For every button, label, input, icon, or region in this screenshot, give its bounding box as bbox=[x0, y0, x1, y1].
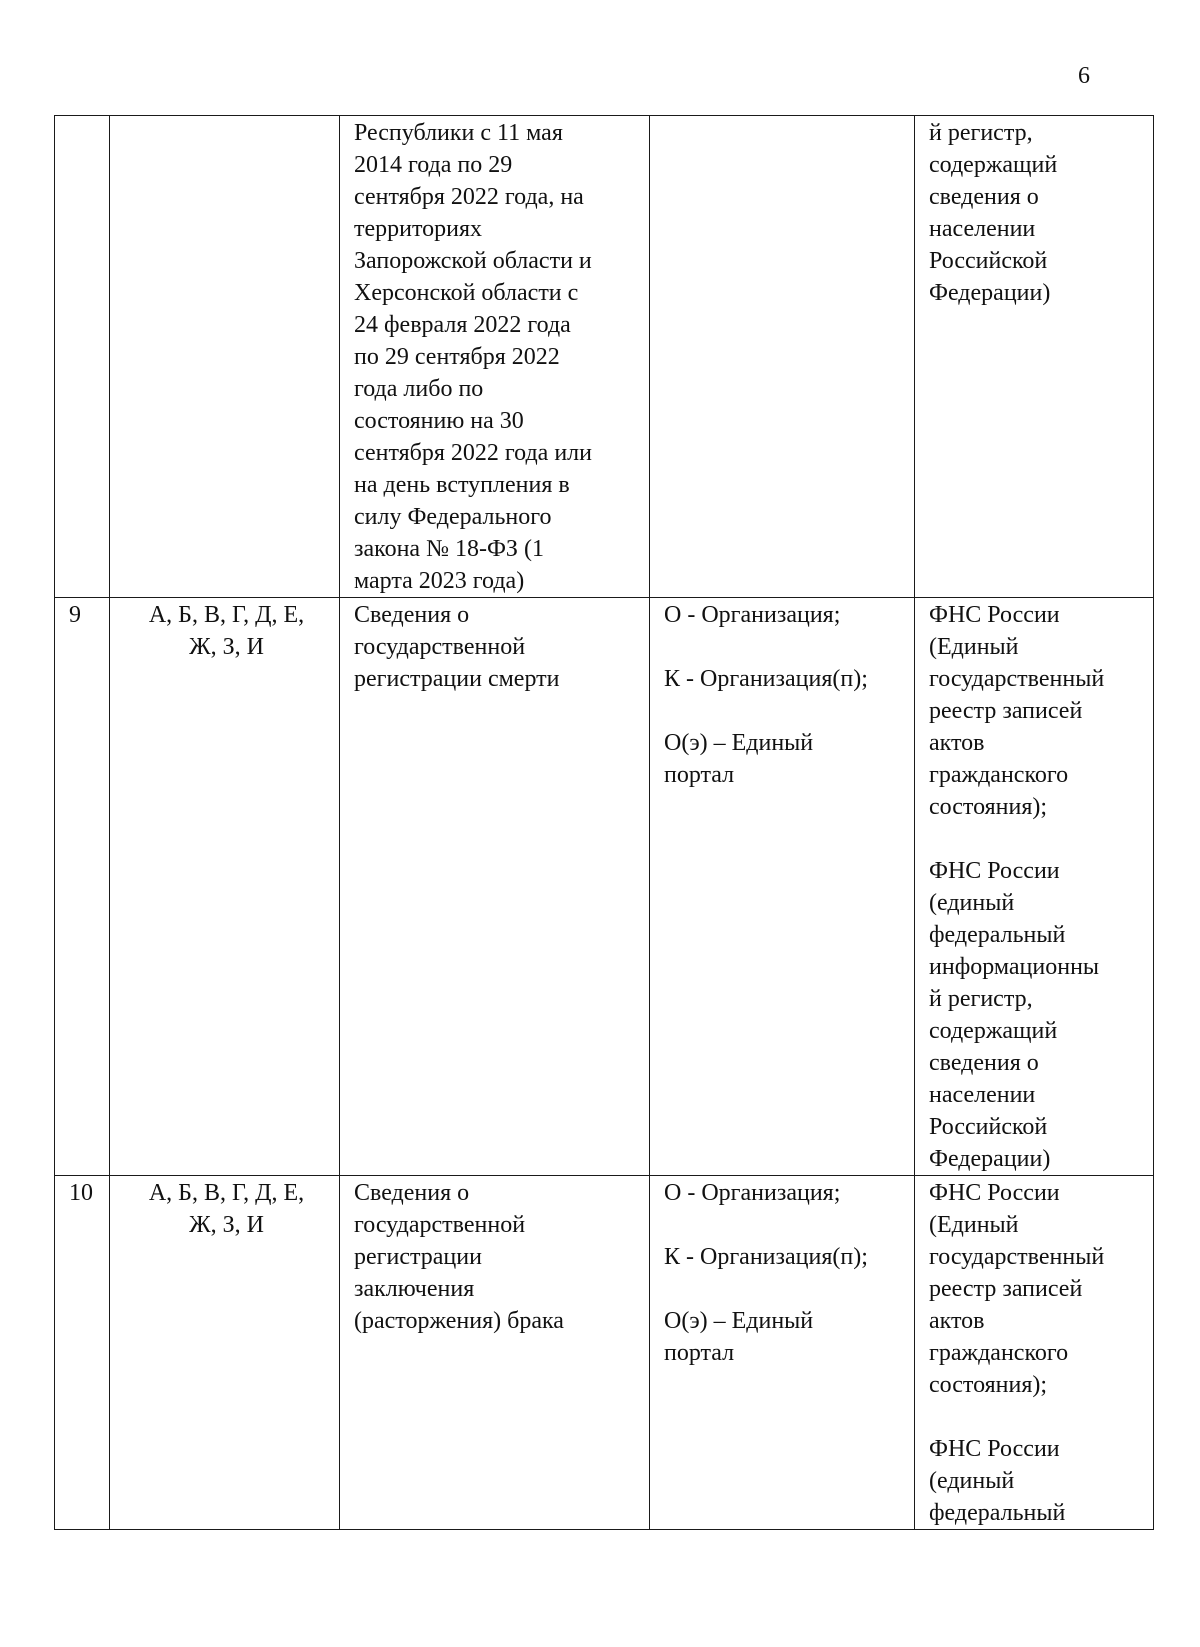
row-number-cell bbox=[55, 1176, 110, 1530]
text-line: портал bbox=[664, 762, 735, 788]
text-line: реестр записей bbox=[929, 698, 1083, 724]
categories-cell bbox=[110, 598, 340, 1176]
description-cell bbox=[340, 116, 650, 598]
text-line: информационны bbox=[929, 954, 1100, 980]
sources-cell bbox=[650, 598, 915, 1176]
text-line: ФНС России bbox=[929, 602, 1060, 628]
text-line: О - Организация; bbox=[664, 1180, 841, 1206]
text-line: сентября 2022 года, на bbox=[354, 184, 584, 210]
text-line: территориях bbox=[354, 216, 483, 242]
text-line: (Единый bbox=[929, 634, 1019, 660]
sources-cell bbox=[650, 1176, 915, 1530]
text-line: Республики с 11 мая bbox=[354, 120, 563, 146]
text-line: состояния); bbox=[929, 1372, 1048, 1398]
text-line: сентября 2022 года или bbox=[354, 440, 592, 466]
blank-line bbox=[664, 1209, 904, 1241]
text-line: силу Федерального bbox=[354, 504, 552, 530]
text-line: содержащий bbox=[929, 152, 1058, 178]
text-line: федеральный bbox=[929, 1500, 1066, 1526]
blank-line bbox=[69, 117, 99, 149]
page-number: 6 bbox=[1078, 63, 1090, 89]
text-line: населении bbox=[929, 216, 1036, 242]
text-line: федеральный bbox=[929, 922, 1066, 948]
text-line: государственной bbox=[354, 634, 526, 660]
text-line: К - Организация(п); bbox=[664, 666, 868, 692]
sources-cell bbox=[650, 116, 915, 598]
text-line: заключения bbox=[354, 1276, 475, 1302]
text-line: (единый bbox=[929, 890, 1015, 916]
text-line: портал bbox=[664, 1340, 735, 1366]
blank-line bbox=[929, 1401, 1143, 1433]
text-line: Российской bbox=[929, 1114, 1048, 1140]
blank-line bbox=[664, 695, 904, 727]
text-line: й регистр, bbox=[929, 120, 1033, 146]
text-line: О - Организация; bbox=[664, 602, 841, 628]
text-line: Херсонской области с bbox=[354, 280, 579, 306]
description-cell bbox=[340, 598, 650, 1176]
text-line: О(э) – Единый bbox=[664, 1308, 814, 1334]
blank-line bbox=[664, 631, 904, 663]
text-line: гражданского bbox=[929, 762, 1069, 788]
text-line: года либо по bbox=[354, 376, 484, 402]
text-line: сведения о bbox=[929, 184, 1039, 210]
text-line: К - Организация(п); bbox=[664, 1244, 868, 1270]
description-cell bbox=[340, 1176, 650, 1530]
text-line: по 29 сентября 2022 bbox=[354, 344, 560, 370]
text-line: состояния); bbox=[929, 794, 1048, 820]
text-line: государственной bbox=[354, 1212, 526, 1238]
text-line: государственный bbox=[929, 666, 1105, 692]
text-line: регистрации смерти bbox=[354, 666, 560, 692]
text-line: населении bbox=[929, 1082, 1036, 1108]
text-line: (Единый bbox=[929, 1212, 1019, 1238]
text-line: актов bbox=[929, 730, 985, 756]
registry-cell bbox=[915, 598, 1154, 1176]
text-line: Запорожской области и bbox=[354, 248, 592, 274]
text-line: 9 bbox=[69, 602, 81, 628]
registry-cell bbox=[915, 116, 1154, 598]
text-line: регистрации bbox=[354, 1244, 482, 1270]
text-line: ФНС России bbox=[929, 1180, 1060, 1206]
text-line: Сведения о bbox=[354, 602, 470, 628]
text-line: й регистр, bbox=[929, 986, 1033, 1012]
text-line: реестр записей bbox=[929, 1276, 1083, 1302]
row-number-cell bbox=[55, 598, 110, 1176]
text-line: актов bbox=[929, 1308, 985, 1334]
text-line: ФНС России bbox=[929, 1436, 1060, 1462]
text-line: на день вступления в bbox=[354, 472, 570, 498]
text-line: государственный bbox=[929, 1244, 1105, 1270]
text-line: Федерации) bbox=[929, 1146, 1051, 1172]
text-line: марта 2023 года) bbox=[354, 568, 525, 594]
document-table bbox=[54, 115, 1154, 1530]
text-line: ФНС России bbox=[929, 858, 1060, 884]
table-row bbox=[55, 1176, 1154, 1530]
text-line: Сведения о bbox=[354, 1180, 470, 1206]
text-line: А, Б, В, Г, Д, Е, bbox=[148, 1180, 305, 1206]
text-line: Федерации) bbox=[929, 280, 1051, 306]
registry-cell bbox=[915, 1176, 1154, 1530]
text-line: 24 февраля 2022 года bbox=[354, 312, 571, 338]
text-line: Ж, З, И bbox=[189, 634, 264, 660]
table-row bbox=[55, 598, 1154, 1176]
table-row bbox=[55, 116, 1154, 598]
text-line: сведения о bbox=[929, 1050, 1039, 1076]
text-line: Российской bbox=[929, 248, 1048, 274]
text-line: содержащий bbox=[929, 1018, 1058, 1044]
text-line: состоянию на 30 bbox=[354, 408, 524, 434]
row-number-cell bbox=[55, 116, 110, 598]
blank-line bbox=[929, 823, 1143, 855]
text-line: 10 bbox=[69, 1180, 93, 1206]
text-line: 2014 года по 29 bbox=[354, 152, 513, 178]
text-line: закона № 18-ФЗ (1 bbox=[354, 536, 544, 562]
blank-line bbox=[664, 1273, 904, 1305]
categories-cell bbox=[110, 116, 340, 598]
text-line: (единый bbox=[929, 1468, 1015, 1494]
text-line: гражданского bbox=[929, 1340, 1069, 1366]
text-line: О(э) – Единый bbox=[664, 730, 814, 756]
text-line: А, Б, В, Г, Д, Е, bbox=[148, 602, 305, 628]
text-line: (расторжения) брака bbox=[354, 1308, 564, 1334]
text-line: Ж, З, И bbox=[189, 1212, 264, 1238]
categories-cell bbox=[110, 1176, 340, 1530]
